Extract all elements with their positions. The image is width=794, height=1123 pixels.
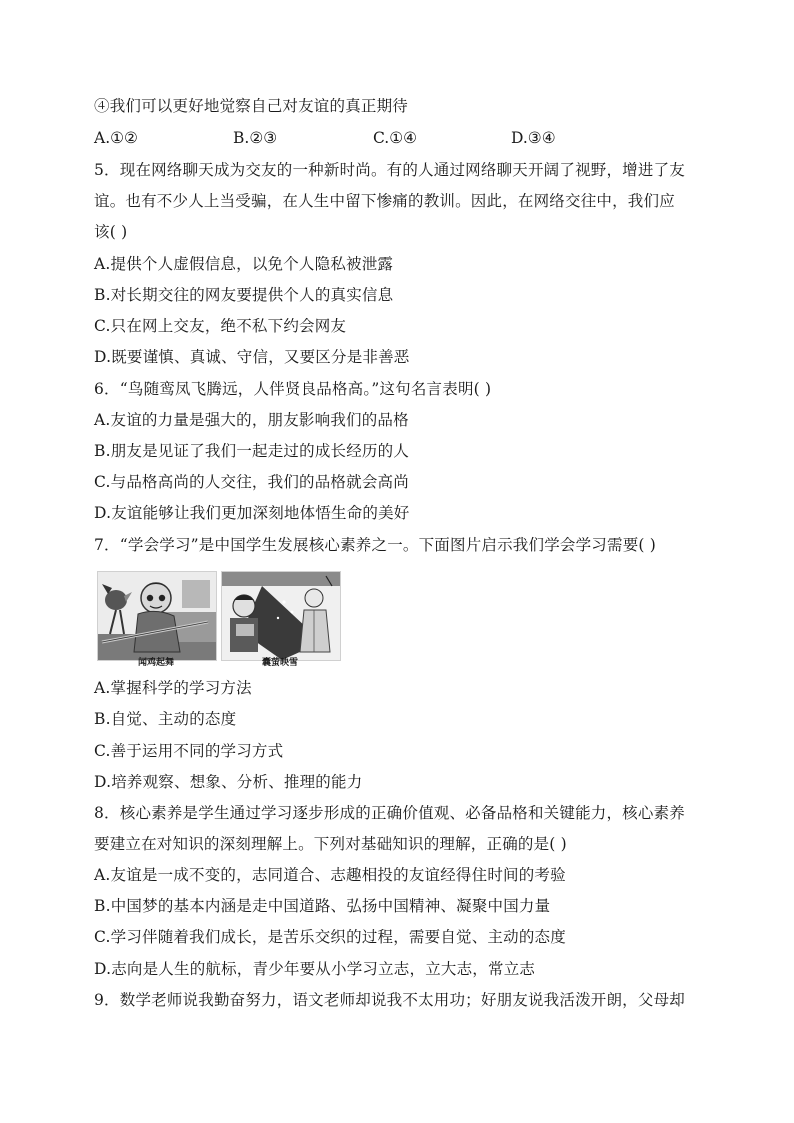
q6-option-d[interactable]: D.友谊能够让我们更加深刻地体悟生命的美好 bbox=[94, 504, 410, 522]
q5-option-a[interactable]: A.提供个人虚假信息，以免个人隐私被泄露 bbox=[94, 255, 394, 273]
q5-option-b[interactable]: B.对长期交往的网友要提供个人的真实信息 bbox=[94, 286, 394, 304]
q5-stem-line-3: 该( ) bbox=[94, 223, 128, 241]
q7-option-c[interactable]: C.善于运用不同的学习方式 bbox=[94, 742, 284, 760]
q8-stem-line-2: 要建立在对知识的深刻理解上。下列对基础知识的理解，正确的是( ) bbox=[94, 835, 567, 853]
q8-option-a[interactable]: A.友谊是一成不变的，志同道合、志趣相投的友谊经得住时间的考验 bbox=[94, 866, 566, 884]
q8-option-c[interactable]: C.学习伴随着我们成长，是苦乐交织的过程，需要自觉、主动的态度 bbox=[94, 928, 566, 946]
q4-option-a[interactable]: A.①② bbox=[94, 129, 138, 147]
q5-stem-line-2: 谊。也有不少人上当受骗，在人生中留下惨痛的教训。因此，在网络交往中，我们应 bbox=[94, 192, 675, 210]
q8-option-b[interactable]: B.中国梦的基本内涵是走中国道路、弘扬中国精神、凝聚中国力量 bbox=[94, 897, 551, 915]
q5-option-d[interactable]: D.既要谨慎、真诚、守信，又要区分是非善恶 bbox=[94, 348, 410, 366]
q5-option-c[interactable]: C.只在网上交友，绝不私下约会网友 bbox=[94, 317, 347, 335]
q6-option-a[interactable]: A.友谊的力量是强大的，朋友影响我们的品格 bbox=[94, 411, 409, 429]
firefly-snow-picture bbox=[221, 571, 341, 661]
q7-figure bbox=[97, 571, 341, 671]
q7-option-d[interactable]: D.培养观察、想象、分析、推理的能力 bbox=[94, 773, 363, 791]
q7-option-a[interactable]: A.掌握科学的学习方法 bbox=[94, 679, 252, 697]
q8-option-d[interactable]: D.志向是人生的航标，青少年要从小学习立志，立大志，常立志 bbox=[94, 960, 536, 978]
q7-option-b[interactable]: B.自觉、主动的态度 bbox=[94, 710, 237, 728]
caption-firefly-snow: 囊萤映雪 bbox=[261, 658, 298, 668]
rooster-dance-picture bbox=[97, 571, 217, 661]
q6-option-c[interactable]: C.与品格高尚的人交往，我们的品格就会高尚 bbox=[94, 473, 409, 491]
q6-stem: 6．“鸟随鸾凤飞腾远，人伴贤良品格高。”这句名言表明( ) bbox=[94, 380, 492, 398]
q4-options bbox=[94, 128, 614, 148]
q7-stem: 7．“学会学习”是中国学生发展核心素养之一。下面图片启示我们学会学习需要( ) bbox=[94, 536, 657, 554]
q5-stem-line-1: 5．现在网络聊天成为交友的一种新时尚。有的人通过网络聊天开阔了视野，增进了友 bbox=[94, 161, 685, 179]
q9-stem-line-1: 9．数学老师说我勤奋努力，语文老师却说我不太用功；好朋友说我活泼开朗，父母却 bbox=[94, 991, 685, 1009]
q6-option-b[interactable]: B.朋友是见证了我们一起走过的成长经历的人 bbox=[94, 442, 410, 460]
q8-stem-line-1: 8．核心素养是学生通过学习逐步形成的正确价值观、必备品格和关键能力，核心素养 bbox=[94, 804, 685, 822]
q4-option-c[interactable]: C.①④ bbox=[373, 129, 418, 147]
q4-option-d[interactable]: D.③④ bbox=[511, 129, 556, 147]
caption-rooster-dance: 闻鸡起舞 bbox=[137, 658, 174, 668]
q4-option-b[interactable]: B.②③ bbox=[233, 129, 278, 147]
q4-statement-4: ④我们可以更好地觉察自己对友谊的真正期待 bbox=[94, 97, 409, 115]
